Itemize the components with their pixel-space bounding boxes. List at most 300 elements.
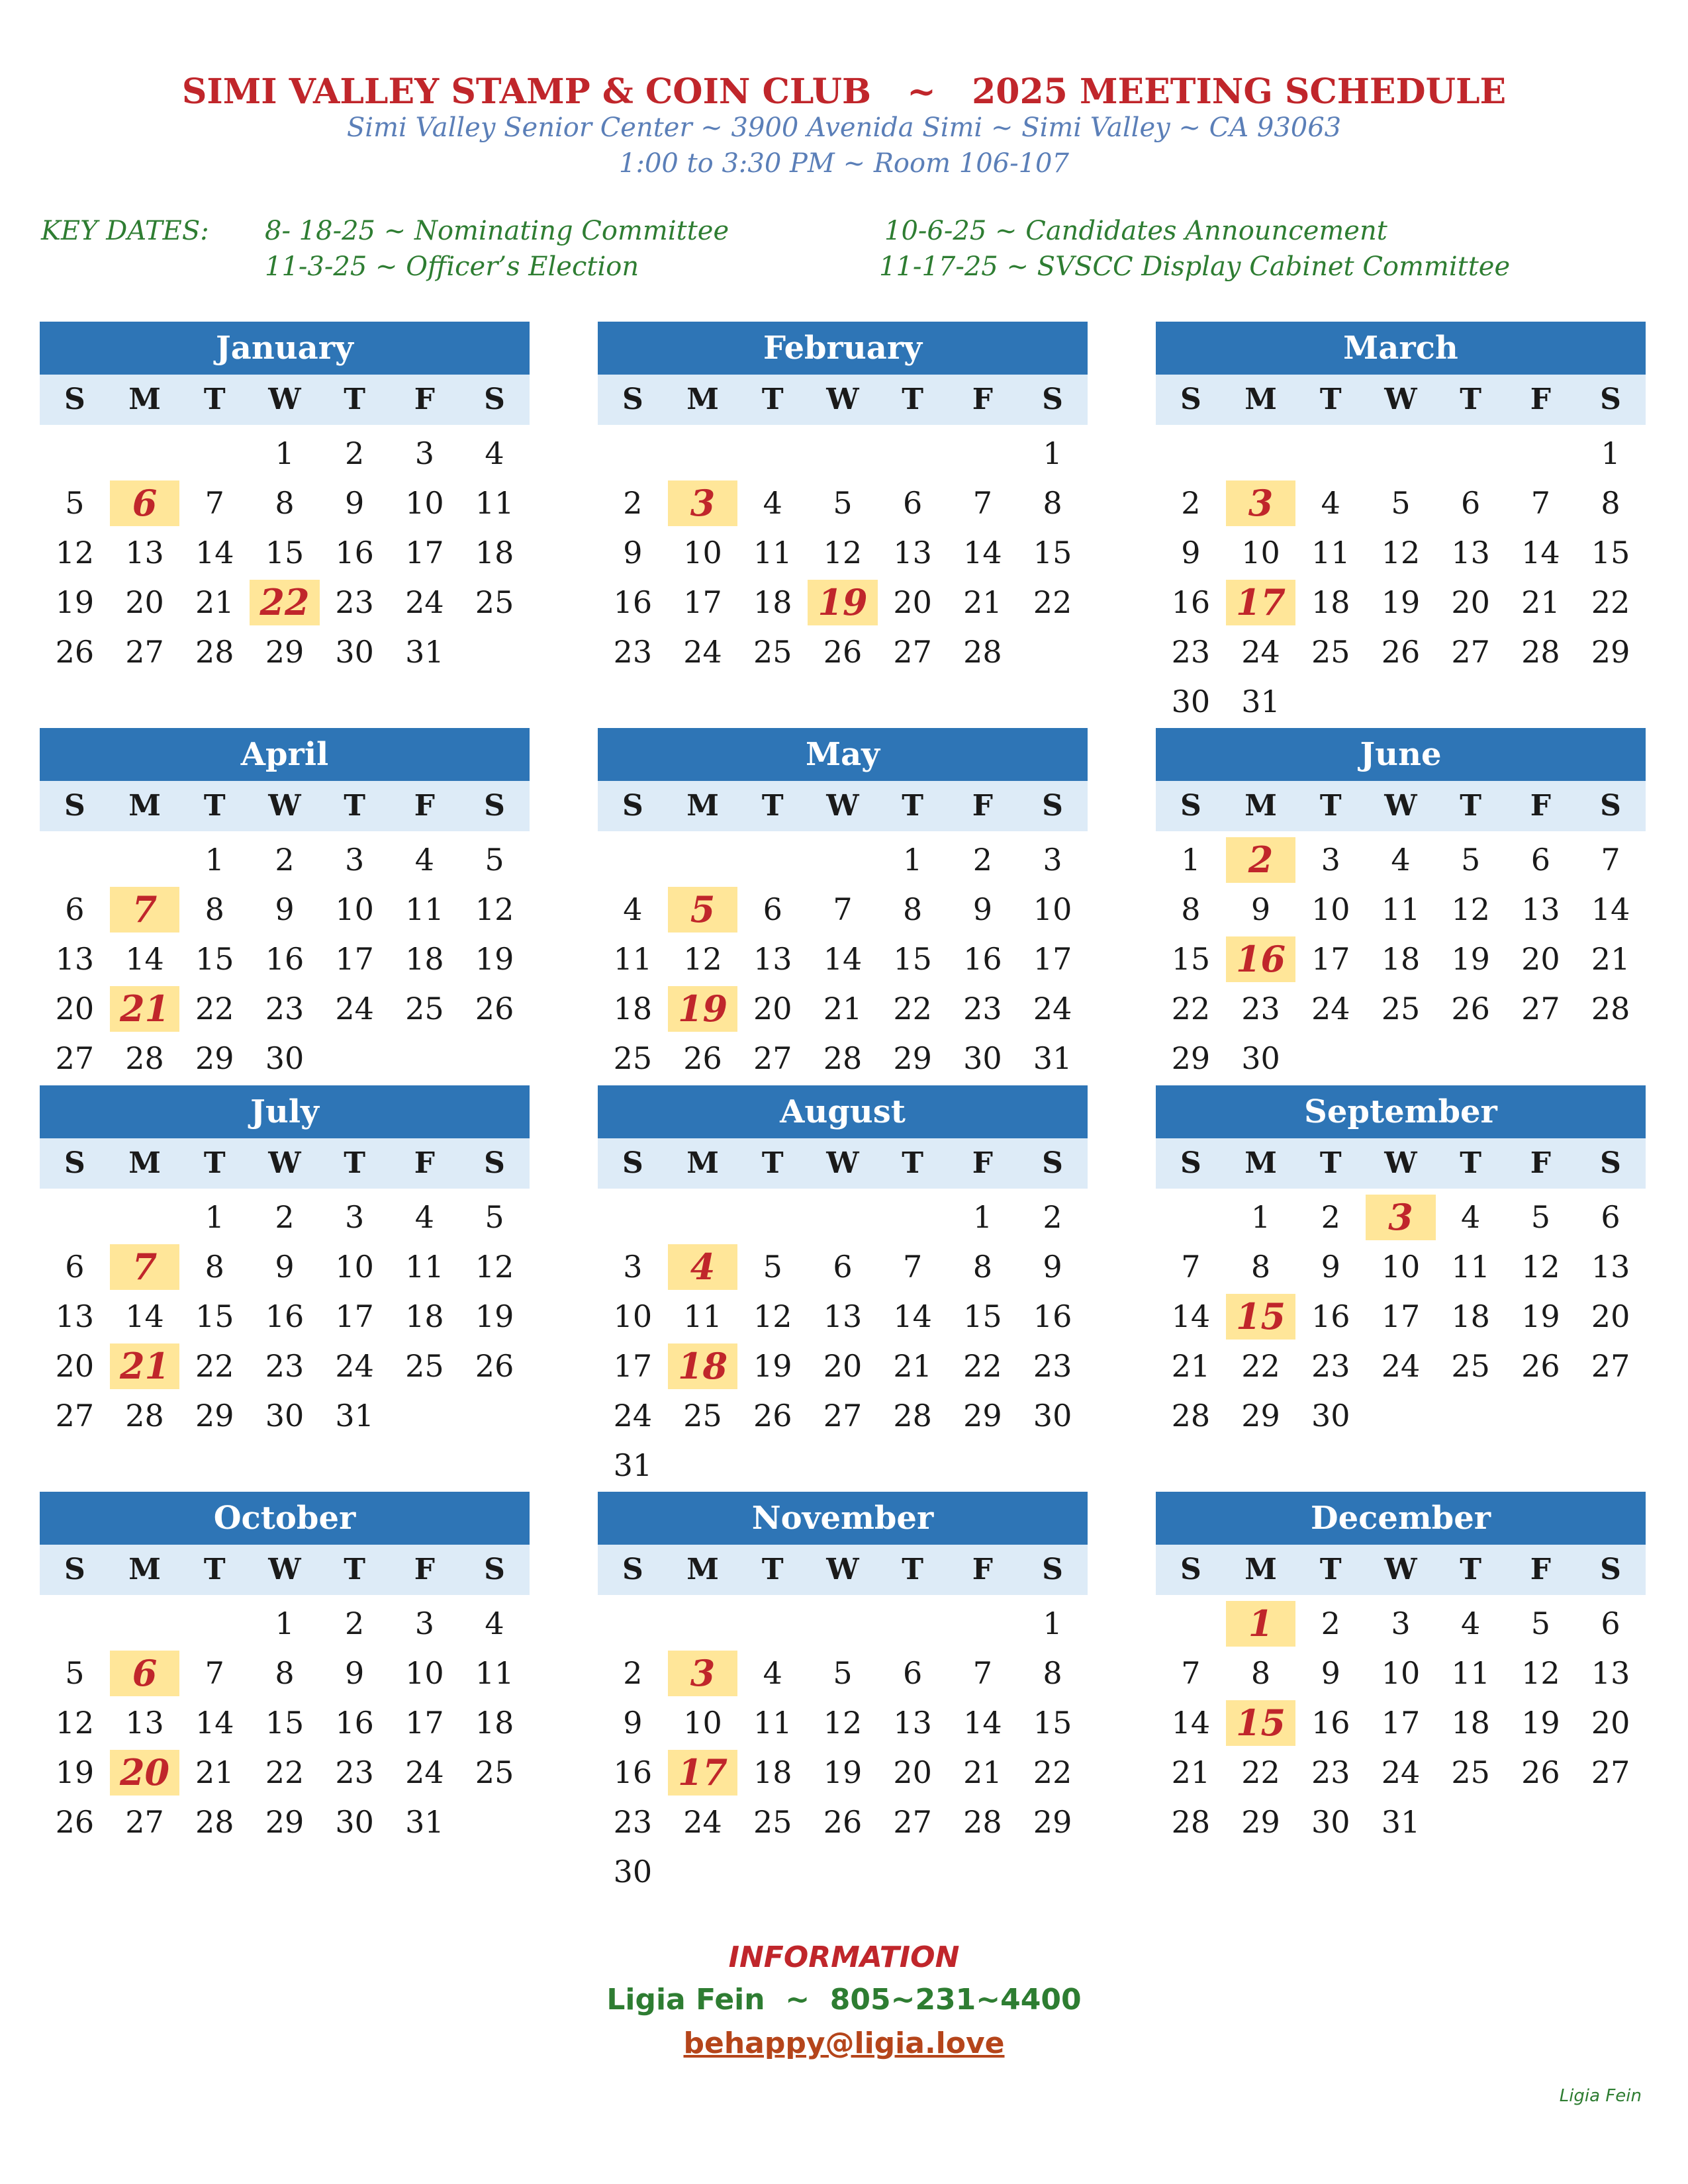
- day-cell: 4: [763, 1655, 782, 1691]
- day-cell: 18: [405, 1298, 444, 1334]
- day-cell: 13: [753, 941, 792, 977]
- day-cell: 29: [1033, 1804, 1072, 1840]
- meeting-day: 3: [668, 480, 738, 526]
- weekday-label: T: [761, 1146, 784, 1180]
- day-cell: 9: [345, 485, 365, 521]
- day-cell: 12: [55, 535, 95, 570]
- day-cell: 1: [1250, 1199, 1271, 1235]
- day-cell: 17: [613, 1348, 653, 1384]
- day-cell: 14: [1171, 1298, 1211, 1334]
- day-cell: 24: [405, 584, 444, 620]
- empty-day-cell: [40, 835, 110, 885]
- day-cell: 2: [1321, 1199, 1340, 1235]
- day-cell: 19: [475, 941, 514, 977]
- day-cell: 14: [893, 1298, 932, 1334]
- day-cell: 30: [1311, 1398, 1350, 1433]
- day-cell: 26: [475, 1348, 514, 1384]
- day-cell: 28: [1171, 1398, 1211, 1433]
- day-cell: 28: [963, 1804, 1002, 1840]
- day-cell: 2: [345, 1606, 365, 1641]
- days-grid: [598, 1193, 1088, 1490]
- day-cell: 12: [1381, 535, 1421, 570]
- day-cell: 31: [613, 1447, 653, 1483]
- day-cell: 14: [1521, 535, 1560, 570]
- day-cell: 26: [475, 991, 514, 1026]
- weekday-label: S: [1042, 1146, 1063, 1180]
- empty-day-cell: [878, 429, 948, 478]
- days-grid: [40, 835, 530, 1083]
- day-cell: 24: [683, 1804, 722, 1840]
- day-cell: 17: [335, 941, 374, 977]
- day-cell: 26: [753, 1398, 792, 1433]
- weekday-label: T: [1319, 1553, 1342, 1586]
- day-cell: 15: [963, 1298, 1002, 1334]
- day-cell: 27: [823, 1398, 863, 1433]
- day-cell: 22: [1171, 991, 1211, 1026]
- day-cell: 5: [1530, 1199, 1550, 1235]
- day-cell: 17: [1381, 1705, 1421, 1741]
- month-september: [1156, 1085, 1646, 1441]
- empty-day-cell: [737, 835, 808, 885]
- day-cell: 26: [55, 1804, 95, 1840]
- day-cell: 16: [1033, 1298, 1072, 1334]
- day-cell: 13: [55, 1298, 95, 1334]
- weekday-header: [40, 1138, 530, 1189]
- day-cell: 8: [275, 1655, 295, 1691]
- day-cell: 29: [195, 1040, 234, 1076]
- day-cell: 18: [1311, 584, 1350, 620]
- day-cell: 26: [1521, 1348, 1560, 1384]
- day-cell: 19: [1521, 1705, 1560, 1741]
- empty-day-cell: [110, 1193, 180, 1242]
- weekday-label: M: [1244, 789, 1277, 823]
- day-cell: 27: [1451, 634, 1490, 670]
- weekday-header: [598, 1138, 1088, 1189]
- weekday-label: W: [826, 1553, 859, 1586]
- day-cell: 18: [475, 535, 514, 570]
- day-cell: 8: [1250, 1249, 1271, 1285]
- meeting-day: 3: [1226, 480, 1296, 526]
- empty-day-cell: [808, 835, 878, 885]
- month-march: [1156, 322, 1646, 727]
- day-cell: 30: [1033, 1398, 1072, 1433]
- day-cell: 23: [1033, 1348, 1072, 1384]
- information-heading: INFORMATION: [728, 1940, 960, 1974]
- day-cell: 22: [1241, 1348, 1280, 1384]
- day-cell: 31: [335, 1398, 374, 1433]
- weekday-header: [1156, 1545, 1646, 1595]
- weekday-label: M: [128, 383, 161, 416]
- weekday-label: S: [1042, 1553, 1063, 1586]
- key-date-item: 10-6-25 ~ Candidates Announcement: [884, 216, 1387, 246]
- day-cell: 24: [613, 1398, 653, 1433]
- weekday-label: F: [414, 383, 435, 416]
- day-cell: 1: [275, 1606, 295, 1641]
- weekday-label: F: [972, 789, 993, 823]
- day-cell: 9: [623, 535, 643, 570]
- weekday-header: [40, 1545, 530, 1595]
- day-cell: 6: [903, 485, 923, 521]
- day-cell: 13: [893, 535, 932, 570]
- day-cell: 29: [893, 1040, 932, 1076]
- meeting-day: 7: [110, 1244, 180, 1290]
- day-cell: 13: [1451, 535, 1490, 570]
- day-cell: 15: [265, 535, 305, 570]
- weekday-header: [1156, 1138, 1646, 1189]
- key-date-item: 11-3-25 ~ Officer’s Election: [265, 251, 639, 282]
- empty-day-cell: [668, 1193, 738, 1242]
- weekday-label: F: [414, 1553, 435, 1586]
- day-cell: 8: [205, 1249, 224, 1285]
- day-cell: 28: [893, 1398, 932, 1433]
- day-cell: 6: [763, 891, 782, 927]
- day-cell: 1: [1043, 435, 1062, 471]
- day-cell: 12: [475, 1249, 514, 1285]
- weekday-header: [1156, 375, 1646, 425]
- day-cell: 16: [1311, 1705, 1350, 1741]
- weekday-label: S: [484, 1146, 505, 1180]
- day-cell: 20: [893, 1754, 932, 1790]
- day-cell: 11: [1451, 1655, 1490, 1691]
- day-cell: 2: [623, 1655, 643, 1691]
- day-cell: 2: [275, 1199, 295, 1235]
- empty-day-cell: [598, 1193, 668, 1242]
- day-cell: 10: [683, 535, 722, 570]
- day-cell: 18: [753, 1754, 792, 1790]
- day-cell: 16: [1311, 1298, 1350, 1334]
- day-cell: 23: [613, 1804, 653, 1840]
- day-cell: 23: [265, 1348, 305, 1384]
- empty-day-cell: [598, 1599, 668, 1649]
- weekday-label: F: [414, 1146, 435, 1180]
- day-cell: 13: [893, 1705, 932, 1741]
- weekday-label: M: [686, 383, 719, 416]
- day-cell: 30: [1241, 1040, 1280, 1076]
- day-cell: 28: [1171, 1804, 1211, 1840]
- day-cell: 15: [893, 941, 932, 977]
- day-cell: 20: [1591, 1705, 1630, 1741]
- month-july: [40, 1085, 530, 1441]
- day-cell: 18: [753, 584, 792, 620]
- day-cell: 22: [963, 1348, 1002, 1384]
- days-grid: [1156, 835, 1646, 1083]
- empty-day-cell: [1156, 429, 1226, 478]
- empty-day-cell: [1366, 429, 1436, 478]
- empty-day-cell: [668, 835, 738, 885]
- meeting-day: 15: [1226, 1294, 1296, 1340]
- email-link[interactable]: behappy@ligia.love: [683, 2026, 1005, 2060]
- meeting-day: 19: [668, 986, 738, 1032]
- weekday-label: S: [1180, 1553, 1201, 1586]
- day-cell: 17: [1033, 941, 1072, 977]
- day-cell: 26: [1451, 991, 1490, 1026]
- day-cell: 31: [1381, 1804, 1421, 1840]
- day-cell: 23: [335, 1754, 374, 1790]
- empty-day-cell: [40, 1599, 110, 1649]
- day-cell: 4: [414, 1199, 434, 1235]
- day-cell: 4: [1391, 842, 1411, 878]
- day-cell: 5: [833, 1655, 853, 1691]
- day-cell: 11: [683, 1298, 722, 1334]
- days-grid: [598, 429, 1088, 677]
- day-cell: 21: [823, 991, 863, 1026]
- day-cell: 8: [1043, 1655, 1062, 1691]
- day-cell: 15: [265, 1705, 305, 1741]
- day-cell: 12: [55, 1705, 95, 1741]
- day-cell: 13: [125, 535, 164, 570]
- day-cell: 27: [1591, 1348, 1630, 1384]
- meeting-day: 17: [1226, 580, 1296, 625]
- day-cell: 4: [1461, 1199, 1481, 1235]
- day-cell: 26: [1381, 634, 1421, 670]
- weekday-label: W: [1384, 1146, 1417, 1180]
- weekday-label: F: [972, 1553, 993, 1586]
- day-cell: 22: [1591, 584, 1630, 620]
- day-cell: 5: [65, 1655, 85, 1691]
- weekday-header: [40, 781, 530, 831]
- weekday-label: M: [686, 1146, 719, 1180]
- day-cell: 31: [1241, 684, 1280, 719]
- day-cell: 28: [125, 1398, 164, 1433]
- day-cell: 15: [1591, 535, 1630, 570]
- weekday-label: T: [1319, 1146, 1342, 1180]
- day-cell: 2: [1043, 1199, 1062, 1235]
- day-cell: 10: [613, 1298, 653, 1334]
- day-cell: 31: [405, 634, 444, 670]
- empty-day-cell: [1295, 429, 1366, 478]
- day-cell: 23: [1311, 1754, 1350, 1790]
- day-cell: 17: [683, 584, 722, 620]
- days-grid: [1156, 1599, 1646, 1847]
- day-cell: 30: [265, 1398, 305, 1433]
- day-cell: 22: [195, 1348, 234, 1384]
- day-cell: 2: [1321, 1606, 1340, 1641]
- month-may: [598, 728, 1088, 1083]
- month-title: June: [1156, 728, 1646, 781]
- day-cell: 21: [1591, 941, 1630, 977]
- day-cell: 14: [963, 535, 1002, 570]
- empty-day-cell: [948, 429, 1018, 478]
- day-cell: 2: [345, 435, 365, 471]
- day-cell: 29: [1241, 1804, 1280, 1840]
- day-cell: 25: [1451, 1348, 1490, 1384]
- day-cell: 10: [1311, 891, 1350, 927]
- day-cell: 27: [125, 634, 164, 670]
- empty-day-cell: [948, 1599, 1018, 1649]
- day-cell: 18: [405, 941, 444, 977]
- day-cell: 5: [1391, 485, 1411, 521]
- day-cell: 2: [972, 842, 992, 878]
- empty-day-cell: [1226, 429, 1296, 478]
- days-grid: [598, 1599, 1088, 1897]
- empty-day-cell: [110, 835, 180, 885]
- day-cell: 10: [1033, 891, 1072, 927]
- day-cell: 11: [405, 891, 444, 927]
- meeting-day: 3: [668, 1651, 738, 1696]
- day-cell: 3: [1391, 1606, 1411, 1641]
- day-cell: 25: [753, 634, 792, 670]
- weekday-label: S: [64, 383, 85, 416]
- weekday-header: [40, 375, 530, 425]
- day-cell: 28: [963, 634, 1002, 670]
- day-cell: 8: [1601, 485, 1620, 521]
- day-cell: 10: [683, 1705, 722, 1741]
- day-cell: 17: [1381, 1298, 1421, 1334]
- day-cell: 7: [972, 485, 992, 521]
- day-cell: 10: [405, 485, 444, 521]
- day-cell: 21: [963, 584, 1002, 620]
- day-cell: 23: [963, 991, 1002, 1026]
- day-cell: 29: [1171, 1040, 1211, 1076]
- day-cell: 20: [823, 1348, 863, 1384]
- day-cell: 11: [1311, 535, 1350, 570]
- day-cell: 27: [893, 1804, 932, 1840]
- weekday-label: S: [1180, 789, 1201, 823]
- weekday-label: T: [1319, 383, 1342, 416]
- weekday-header: [598, 781, 1088, 831]
- day-cell: 29: [195, 1398, 234, 1433]
- month-december: [1156, 1492, 1646, 1847]
- day-cell: 21: [1171, 1348, 1211, 1384]
- day-cell: 16: [1171, 584, 1211, 620]
- key-date-item: 8- 18-25 ~ Nominating Committee: [265, 216, 729, 246]
- weekday-label: F: [1530, 1146, 1551, 1180]
- meeting-day: 16: [1226, 936, 1296, 982]
- day-cell: 23: [613, 634, 653, 670]
- meeting-day: 6: [110, 1651, 180, 1696]
- meeting-day: 3: [1366, 1195, 1436, 1240]
- day-cell: 6: [833, 1249, 853, 1285]
- day-cell: 17: [405, 1705, 444, 1741]
- weekday-label: T: [203, 1553, 226, 1586]
- day-cell: 24: [1381, 1754, 1421, 1790]
- day-cell: 4: [485, 1606, 504, 1641]
- month-title: July: [40, 1085, 530, 1138]
- day-cell: 5: [485, 1199, 504, 1235]
- weekday-label: S: [622, 383, 643, 416]
- day-cell: 24: [1311, 991, 1350, 1026]
- day-cell: 9: [623, 1705, 643, 1741]
- meeting-day: 6: [110, 480, 180, 526]
- meeting-day: 1: [1226, 1601, 1296, 1647]
- days-grid: [1156, 1193, 1646, 1441]
- empty-day-cell: [179, 429, 250, 478]
- day-cell: 18: [613, 991, 653, 1026]
- days-grid: [40, 429, 530, 677]
- day-cell: 23: [265, 991, 305, 1026]
- empty-day-cell: [878, 1599, 948, 1649]
- day-cell: 16: [265, 941, 305, 977]
- weekday-label: M: [686, 1553, 719, 1586]
- day-cell: 22: [195, 991, 234, 1026]
- day-cell: 24: [1381, 1348, 1421, 1384]
- day-cell: 1: [205, 842, 224, 878]
- meeting-day: 7: [110, 887, 180, 933]
- day-cell: 9: [1043, 1249, 1062, 1285]
- empty-day-cell: [668, 429, 738, 478]
- day-cell: 1: [205, 1199, 224, 1235]
- day-cell: 10: [1381, 1655, 1421, 1691]
- day-cell: 10: [1241, 535, 1280, 570]
- day-cell: 1: [972, 1199, 992, 1235]
- day-cell: 28: [823, 1040, 863, 1076]
- day-cell: 8: [1181, 891, 1201, 927]
- day-cell: 22: [893, 991, 932, 1026]
- day-cell: 11: [475, 485, 514, 521]
- day-cell: 21: [893, 1348, 932, 1384]
- day-cell: 5: [1530, 1606, 1550, 1641]
- day-cell: 11: [613, 941, 653, 977]
- month-june: [1156, 728, 1646, 1083]
- month-november: [598, 1492, 1088, 1897]
- day-cell: 9: [275, 1249, 295, 1285]
- day-cell: 21: [195, 584, 234, 620]
- days-grid: [598, 835, 1088, 1083]
- weekday-label: M: [128, 789, 161, 823]
- day-cell: 25: [613, 1040, 653, 1076]
- weekday-label: W: [826, 1146, 859, 1180]
- day-cell: 20: [1591, 1298, 1630, 1334]
- weekday-label: F: [1530, 789, 1551, 823]
- day-cell: 30: [335, 1804, 374, 1840]
- day-cell: 13: [1591, 1249, 1630, 1285]
- meeting-day: 18: [668, 1343, 738, 1389]
- day-cell: 22: [1033, 1754, 1072, 1790]
- weekday-header: [1156, 781, 1646, 831]
- empty-day-cell: [40, 1193, 110, 1242]
- day-cell: 13: [55, 941, 95, 977]
- weekday-label: W: [268, 1553, 301, 1586]
- day-cell: 20: [125, 584, 164, 620]
- weekday-label: M: [686, 789, 719, 823]
- email-line: [0, 2026, 1688, 2060]
- days-grid: [1156, 429, 1646, 727]
- day-cell: 24: [1241, 634, 1280, 670]
- weekday-label: S: [1180, 383, 1201, 416]
- empty-day-cell: [1506, 429, 1576, 478]
- meeting-day: 2: [1226, 837, 1296, 883]
- day-cell: 14: [125, 1298, 164, 1334]
- day-cell: 7: [903, 1249, 923, 1285]
- weekday-label: T: [761, 789, 784, 823]
- day-cell: 12: [683, 941, 722, 977]
- day-cell: 14: [125, 941, 164, 977]
- day-cell: 13: [125, 1705, 164, 1741]
- weekday-label: T: [344, 383, 366, 416]
- weekday-label: S: [1042, 383, 1063, 416]
- weekday-label: T: [203, 789, 226, 823]
- day-cell: 4: [623, 891, 643, 927]
- day-cell: 29: [1591, 634, 1630, 670]
- day-cell: 25: [1381, 991, 1421, 1026]
- day-cell: 20: [753, 991, 792, 1026]
- day-cell: 29: [963, 1398, 1002, 1433]
- empty-day-cell: [808, 1193, 878, 1242]
- weekday-label: S: [622, 1146, 643, 1180]
- day-cell: 14: [1591, 891, 1630, 927]
- day-cell: 14: [823, 941, 863, 977]
- meeting-day: 17: [668, 1750, 738, 1796]
- day-cell: 6: [1601, 1199, 1620, 1235]
- meeting-day: 21: [110, 1343, 180, 1389]
- day-cell: 25: [475, 584, 514, 620]
- day-cell: 26: [55, 634, 95, 670]
- days-grid: [40, 1599, 530, 1847]
- day-cell: 2: [623, 485, 643, 521]
- meeting-day: 4: [668, 1244, 738, 1290]
- month-october: [40, 1492, 530, 1847]
- empty-day-cell: [808, 429, 878, 478]
